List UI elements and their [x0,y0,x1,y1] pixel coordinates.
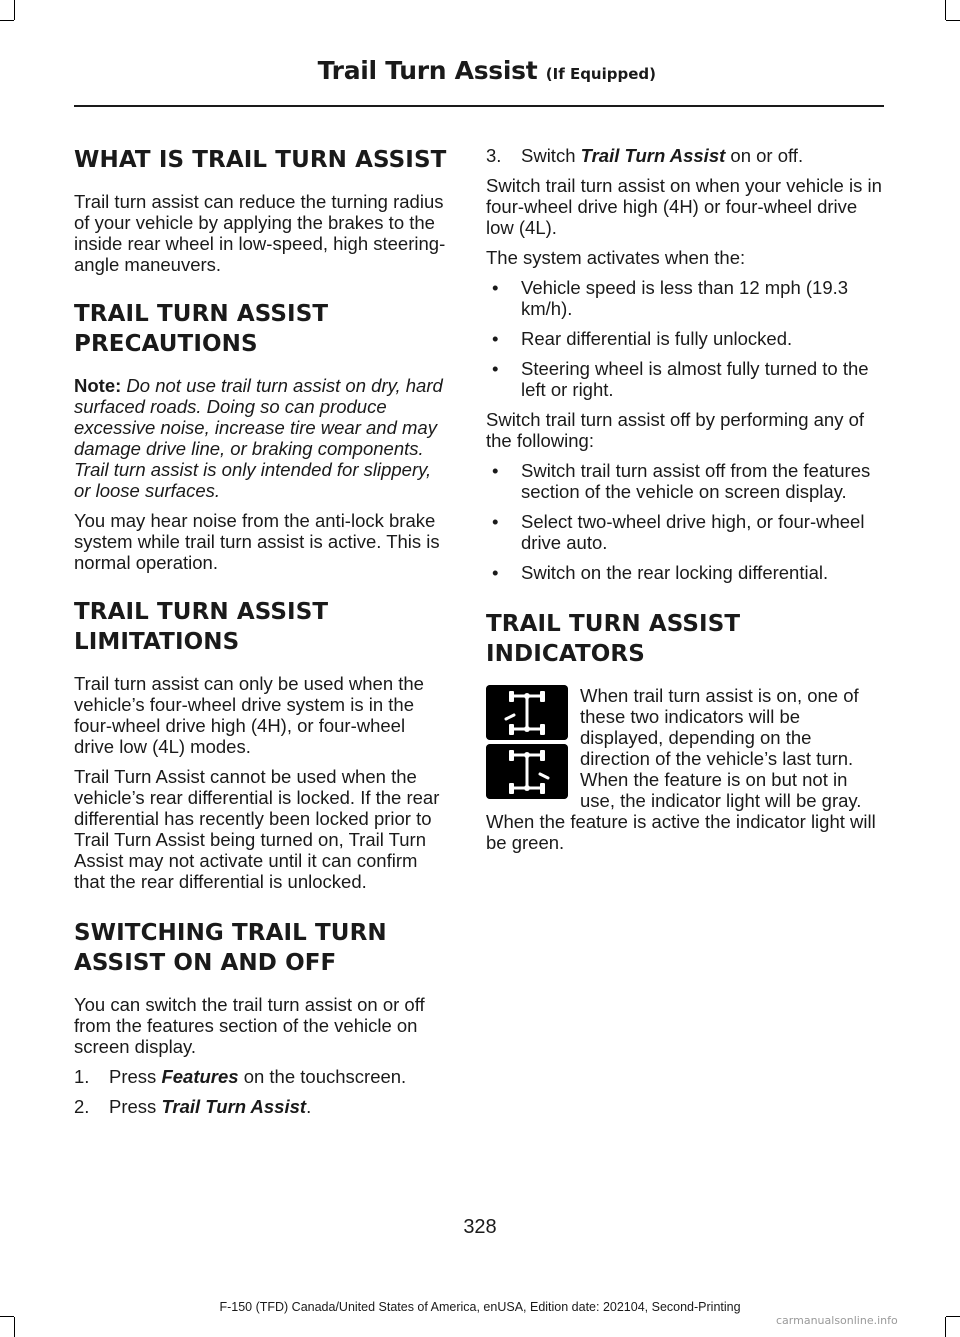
step-item [486,145,884,166]
paragraph: The system activates when the: [486,247,746,268]
bullet-item [486,277,884,319]
footer-edition: F-150 (TFD) Canada/United States of America, enUSA, Edition date: 202104, Second-Printing [219,1300,741,1314]
header-subtitle: (If Equipped) [545,65,656,83]
heading-indicators [486,609,884,669]
heading-switching [74,918,450,978]
crop-mark [14,0,15,20]
header-title: Trail Turn Assist [317,56,538,85]
bullet-text: Vehicle speed is less than 12 mph (19.3 km/h). [521,277,849,319]
paragraph: Switch trail turn assist off by performing any of the following: [486,409,865,451]
note-label: Note: [74,375,122,396]
heading-precautions [74,299,450,359]
step-text: Switch [521,145,581,166]
crop-mark [0,1316,14,1317]
paragraph: You can switch the trail turn assist on or off from the features section of the vehicle on screen display. [74,994,425,1057]
crop-mark [946,20,960,21]
step-text: . [306,1096,312,1117]
heading-line: ASSIST ON AND OFF [74,950,337,976]
header-rule [74,105,884,107]
paragraph: You may hear noise from the anti-lock brake system while trail turn assist is active. This is normal operation. [74,510,440,573]
paragraph: Trail Turn Assist cannot be used when the vehicle’s rear differential is locked. If the rear differential has recently been locked prior to Trail Turn Assist being turned on, Trail Turn Assist may not activate until it can confirm that the rear differential is unlocked. [74,766,440,892]
heading-line: LIMITATIONS [74,629,240,655]
bullet-text: Switch on the rear locking differential. [521,562,829,583]
bullet-dot: • [492,328,499,349]
heading-line: INDICATORS [486,641,645,667]
indicator-paragraph: When trail turn assist is on, one of these two indicators will be displayed, depending on the direction of the vehicle’s last turn. When the feature is on but not in use, the indicator light will be gray. When the feature is active the indicator light will be green. [486,685,876,853]
step-text: on or off. [725,145,804,166]
crop-mark [945,1317,946,1337]
step-text: on the touchscreen. [238,1066,407,1087]
bullet-dot: • [492,358,499,379]
step-item [74,1066,450,1087]
heading-line: PRECAUTIONS [74,331,258,357]
bullet-item [486,511,884,553]
bullet-dot: • [492,511,499,532]
bullet-dot: • [492,277,499,298]
bullet-dot: • [492,460,499,481]
crop-mark [945,0,946,20]
step-emphasis: Features [161,1066,239,1087]
crop-mark [14,1317,15,1337]
bullet-text: Switch trail turn assist off from the features section of the vehicle on screen display. [521,460,871,502]
trail-turn-right-indicator-icon [486,744,568,799]
step-number: 2. [74,1096,90,1117]
bullet-item [486,562,884,583]
heading-line: TRAIL TURN ASSIST [74,301,329,327]
watermark: carmanualsonline.info [776,1314,898,1327]
heading-line: TRAIL TURN ASSIST [74,599,329,625]
bullet-item [486,358,884,400]
trail-turn-left-indicator-icon [486,685,568,740]
note-paragraph [74,375,450,501]
page-number: 328 [463,1216,497,1238]
left-column [74,145,450,1126]
heading-limitations [74,597,450,657]
heading-line: TRAIL TURN ASSIST [486,611,741,637]
note-text: Do not use trail turn assist on dry, hard surfaced roads. Doing so can produce excessive noise, increase tire wear and may damage drive line, or braking components. Trail turn assist is only intended for slippery, or loose surfaces. [74,375,443,501]
right-column [486,145,884,862]
heading-line: SWITCHING TRAIL TURN [74,920,387,946]
step-text: Press [109,1096,162,1117]
indicator-icons [486,685,568,803]
bullet-text: Select two-wheel drive high, or four-wheel drive auto. [521,511,865,553]
bullet-dot: • [492,562,499,583]
step-number: 1. [74,1066,90,1087]
crop-mark [0,20,14,21]
step-emphasis: Trail Turn Assist [580,145,726,166]
bullet-item [486,328,884,349]
crop-mark [946,1316,960,1317]
step-item [74,1096,450,1117]
step-number: 3. [486,145,502,166]
bullet-item [486,460,884,502]
paragraph: Trail turn assist can only be used when the vehicle’s four-wheel drive system is in the four-wheel drive high (4H), or four-wheel drive low (4L) modes. [74,673,424,757]
bullet-text: Rear differential is fully unlocked. [521,328,793,349]
indicator-block [486,685,884,853]
bullet-text: Steering wheel is almost fully turned to the left or right. [521,358,869,400]
step-emphasis: Trail Turn Assist [161,1096,307,1117]
step-text: Press [109,1066,162,1087]
page-header [318,56,656,85]
heading-what-is: WHAT IS TRAIL TURN ASSIST [74,147,447,173]
paragraph: Trail turn assist can reduce the turning radius of your vehicle by applying the brakes to the inside rear wheel in low-speed, high steering-angle maneuvers. [74,191,446,275]
paragraph: Switch trail turn assist on when your vehicle is in four-wheel drive high (4H) or four-wheel drive low (4L). [486,175,882,238]
